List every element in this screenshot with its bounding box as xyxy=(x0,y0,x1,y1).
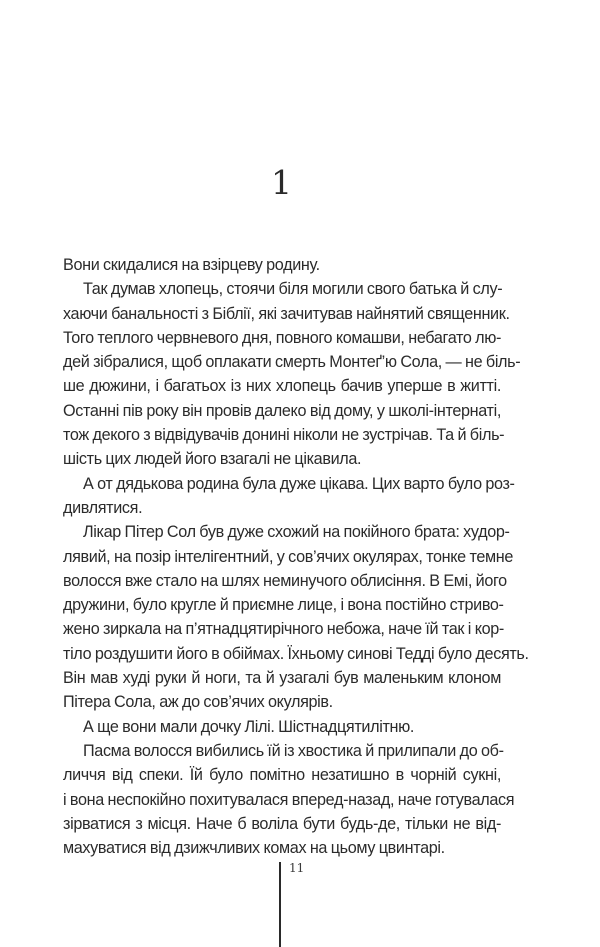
text-line: жено зиркала на п’ятнадцятирічного небожа, наче їй так і кор- xyxy=(63,620,504,639)
text-line: дей зібралися, щоб оплакати смерть Монтеґ’ю Сола, — не біль- xyxy=(63,353,521,372)
text-line: Пітера Сола, аж до сов’ячих окулярів. xyxy=(63,693,333,712)
text-line: А от дядькова родина була дуже цікава. Цих варто було роз- xyxy=(83,474,515,493)
text-line: Того теплого червневого дня, повного комашви, небагато лю- xyxy=(63,328,502,347)
text-line: Пасма волосся вибились їй із хвостика й прилипали до об- xyxy=(83,741,504,760)
text-line: махуватися від дзижчливих комах на цьому цвинтарі. xyxy=(63,839,445,858)
paragraph xyxy=(63,472,515,521)
text-line: Останні пів року він провів далеко від дому, у школі-інтернаті, xyxy=(63,401,501,420)
text-line: личчя від спеки. Їй було помітно незатишно в чорній сукні, xyxy=(63,766,501,785)
chapter-number: 1 xyxy=(271,163,292,202)
text-line: ше дюжини, і багатьох із них хлопець бачив уперше в житті. xyxy=(63,377,501,396)
text-line: тож декого з відвідувачів донині ніколи не зустрічав. Та й біль- xyxy=(63,426,505,445)
paragraph xyxy=(63,520,529,714)
text-line: і вона неспокійно похитувалася вперед-назад, наче готувалася xyxy=(63,790,515,809)
text-line: хаючи банальності з Біблії, які зачитував найнятий священник. xyxy=(63,304,510,323)
paragraph xyxy=(63,253,501,277)
text-line: волосся вже стало на шлях неминучого облисіння. В Емі, його xyxy=(63,571,507,590)
paragraph xyxy=(63,739,515,860)
chapter-body xyxy=(63,253,529,860)
text-line: Лікар Пітер Сол був дуже схожий на покійного брата: худор- xyxy=(83,523,510,542)
paragraph xyxy=(63,715,501,739)
page-number: 11 xyxy=(289,861,305,875)
text-line: тіло роздушити його в обіймах. Їхньому синові Тедді було десять. xyxy=(63,644,529,663)
text-line: зірватися з місця. Наче б воліла бути будь-де, тільки не від- xyxy=(63,814,501,833)
text-line: лявий, на позір інтелігентний, у сов’ячих окулярах, тонке темне xyxy=(63,547,514,566)
page-number-rule xyxy=(279,862,281,947)
paragraph xyxy=(63,277,521,471)
text-line: Вони скидалися на взірцеву родину. xyxy=(63,256,320,274)
text-line: шість цих людей його взагалі не цікавила. xyxy=(63,450,362,469)
text-line: А ще вони мали дочку Лілі. Шістнадцятилітню. xyxy=(83,717,415,736)
text-line: Так думав хлопець, стоячи біля могили свого батька й слу- xyxy=(83,280,503,299)
text-line: дружини, було кругле й приємне лице, і вона постійно стриво- xyxy=(63,596,504,615)
text-line: Він мав худі руки й ноги, та й узагалі був маленьким клоном xyxy=(63,669,501,688)
text-line: дивлятися. xyxy=(63,498,143,517)
